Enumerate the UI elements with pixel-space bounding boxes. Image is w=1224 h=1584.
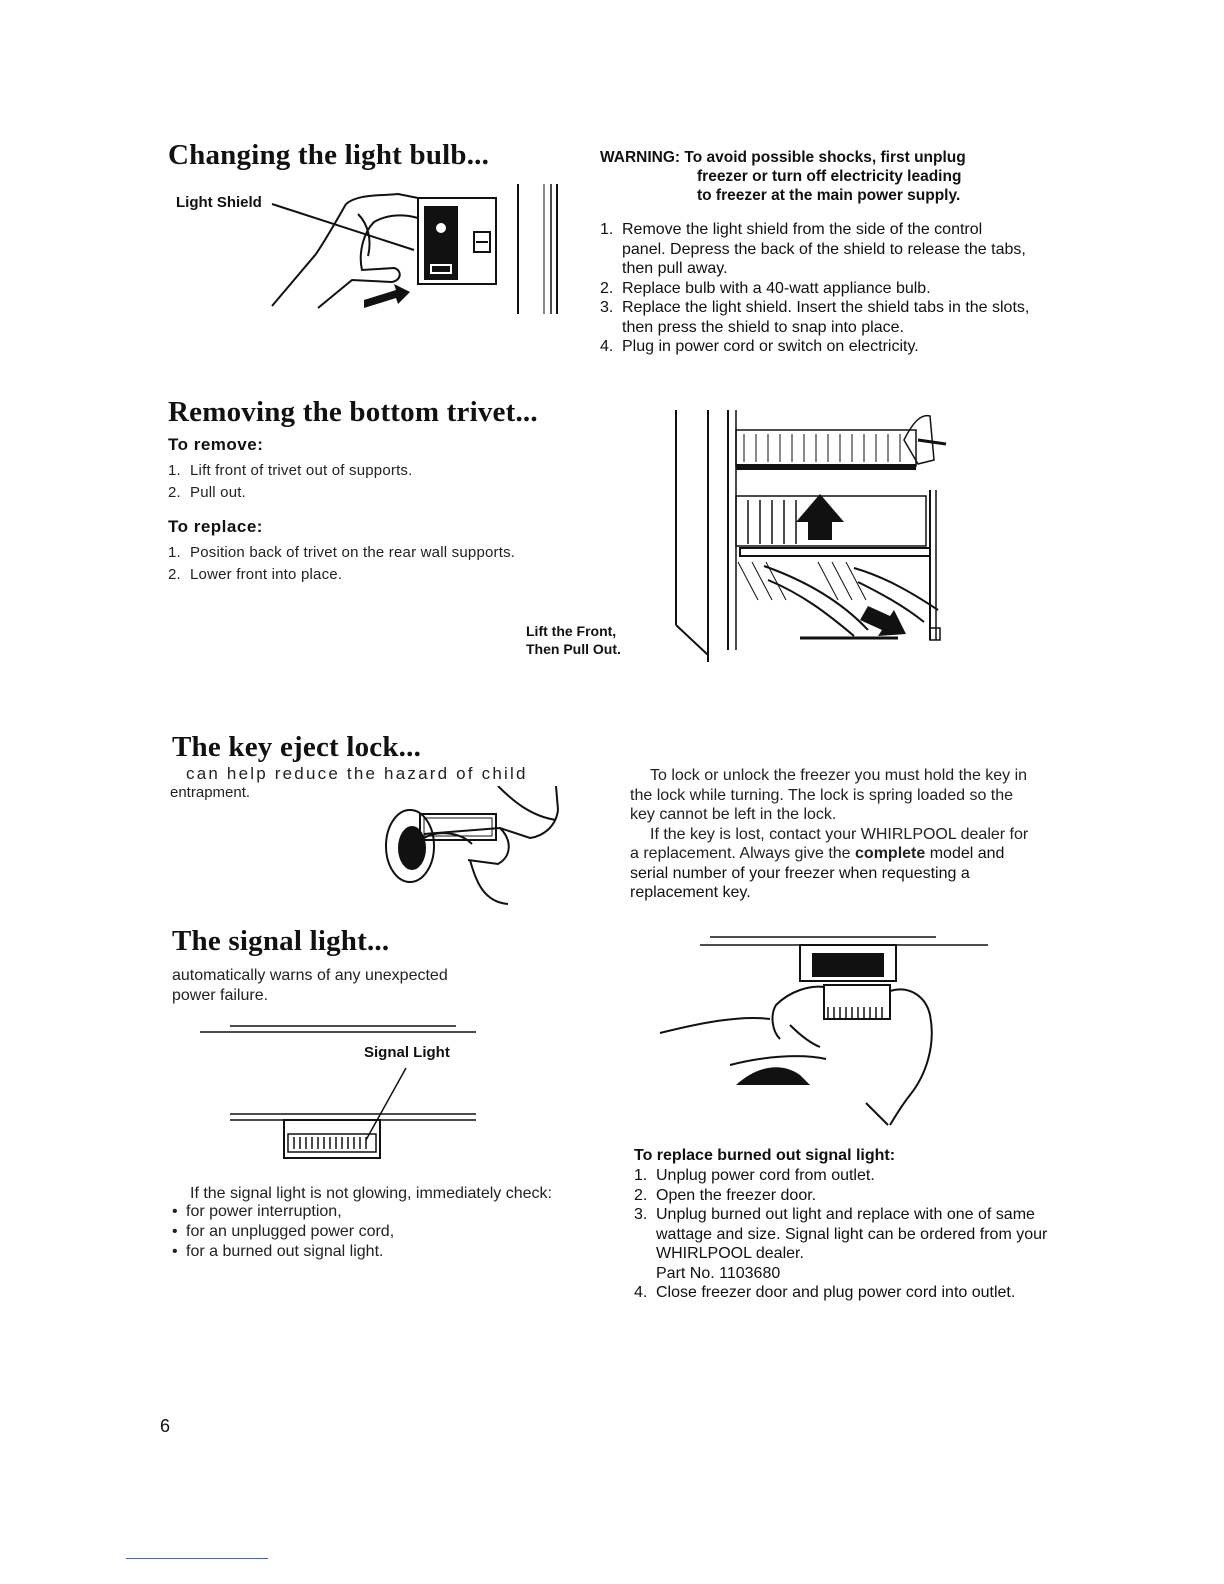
list-item: 4. Plug in power cord or switch on electricity. — [600, 338, 919, 355]
list-item: 1. Unplug power cord from outlet. — [634, 1167, 875, 1184]
list-item: 2. Pull out. — [168, 484, 246, 501]
warning-line-2: freezer or turn off electricity leading — [697, 168, 962, 185]
key-figure — [380, 786, 570, 906]
list-item: 1. Lift front of trivet out of supports. — [168, 462, 413, 479]
replace-steps — [168, 542, 608, 586]
signal-checks — [172, 1202, 394, 1262]
footer-rule — [126, 1558, 268, 1559]
key-lock-para-2: If the key is lost, contact your WHIRLPOOL dealer for a replacement. Always give the complete model and serial number of your freezer when requesting a replacement key. — [630, 825, 1029, 901]
signal-light-panel-illustration — [200, 1020, 490, 1170]
key-lock-title: The key eject lock... — [172, 731, 422, 763]
part-number: Part No. 1103680 — [656, 1264, 781, 1282]
list-item: • for power interruption, — [172, 1202, 394, 1222]
list-item: 2. Replace bulb with a 40-watt appliance bulb. — [600, 279, 931, 297]
signal-intro-line-1: automatically warns of any unexpected — [172, 967, 448, 984]
key-lock-para-1: To lock or unlock the freezer you must hold the key in the lock while turning. The lock is spring loaded so the key cannot be left in the lock. — [630, 767, 1028, 823]
signal-light-label: Signal Light — [364, 1044, 450, 1061]
signal-check-intro: If the signal light is not glowing, immediately check: — [190, 1185, 552, 1202]
light-bulb-figure — [168, 184, 568, 324]
warning-line-1: To avoid possible shocks, first unplug — [684, 149, 966, 166]
key-lock-body — [630, 766, 1034, 903]
list-item: 2. Open the freezer door. — [634, 1186, 817, 1204]
signal-light-replacement-illustration — [640, 935, 1000, 1135]
signal-replace-figure — [640, 935, 1000, 1135]
key-lock-illustration — [380, 786, 570, 906]
trivet-title: Removing the bottom trivet... — [168, 396, 538, 428]
list-item: 1. Position back of trivet on the rear wall supports. — [168, 544, 516, 561]
signal-light-title: The signal light... — [172, 925, 390, 957]
remove-heading: To remove: — [168, 435, 264, 454]
warning-prefix: WARNING: — [600, 149, 681, 166]
list-item: 3. Replace the light shield. Insert the shield tabs in the slots, then press the shield to snap into place. — [600, 299, 1030, 336]
signal-light-figure — [200, 1020, 490, 1170]
list-item: • for a burned out signal light. — [172, 1242, 394, 1262]
light-bulb-title: Changing the light bulb... — [168, 139, 490, 171]
signal-replace-heading: To replace burned out signal light: — [634, 1147, 896, 1164]
list-item: • for an unplugged power cord, — [172, 1222, 394, 1242]
light-bulb-steps — [600, 220, 1030, 357]
trivet-caption — [526, 622, 621, 658]
trivet-figure — [668, 400, 968, 665]
page-number: 6 — [160, 1416, 171, 1436]
list-item: 1. Remove the light shield from the side of the control panel. Depress the back of the shield to release the tabs, then pull away. — [600, 221, 1026, 277]
trivet-caption-line-2: Then Pull Out. — [526, 641, 621, 657]
signal-intro-line-2: power failure. — [172, 987, 269, 1004]
list-item: 3. Unplug burned out light and replace with one of same wattage and size. Signal light can be ordered from your WHIRLPOOL dealer. Part No. 1103680 — [634, 1205, 1054, 1283]
freezer-trivet-illustration — [668, 400, 968, 665]
list-item: 2. Lower front into place. — [168, 566, 343, 583]
list-item: 4. Close freezer door and plug power cord into outlet. — [634, 1284, 1016, 1301]
trivet-caption-line-1: Lift the Front, — [526, 623, 617, 639]
remove-steps — [168, 460, 588, 504]
signal-replace-steps — [634, 1166, 1054, 1303]
signal-intro — [172, 966, 448, 1006]
replace-heading: To replace: — [168, 517, 263, 536]
warning-line-3: to freezer at the main power supply. — [697, 187, 961, 204]
key-lock-intro-line-1: can help reduce the hazard of child — [186, 764, 528, 783]
warning-block — [600, 148, 1040, 205]
key-lock-intro-line-2: entrapment. — [170, 784, 251, 801]
light-shield-label: Light Shield — [176, 194, 262, 211]
